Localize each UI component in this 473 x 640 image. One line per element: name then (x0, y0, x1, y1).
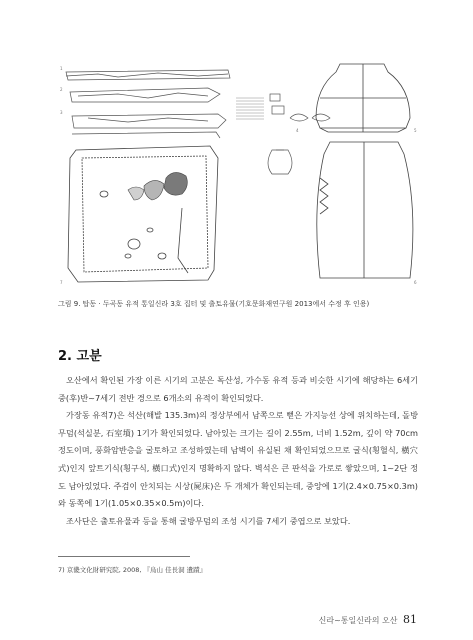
hearth-feature (128, 172, 187, 200)
vessel-mid (268, 150, 292, 174)
legend-lines (236, 98, 264, 119)
section-profiles (66, 70, 230, 138)
svg-text:6: 6 (414, 280, 417, 285)
figure-numbers (60, 128, 417, 285)
site-figure (58, 58, 422, 290)
running-title: 신라~통일신라의 오산 (318, 616, 398, 625)
paragraph: 가장동 유적7)은 석산(해발 135.3m)의 정상부에서 남쪽으로 뻗은 가지능선 상에 위치하는데, 돌방무덤(석실분, 石室墳) 1기가 확인되었다. 남아있는 크기는 길이 2.55m, 너비 1.52m, 깊이 약 70cm 정도이며, 풍화암반층을 굴토하고 조성하였는데 남벽이 유실된 채 확인되었으므로 굴식(횡혈식, 橫穴式)인지 앞트기식(횡구식, 橫口式)인지 명확하지 않다. 벽석은 큰 판석을 가로로 쌓았으며, 1~2단 정도 남아있었다. 주검이 안치되는 시상(屍床)은 두 개체가 확인되는데, 중앙에 1기(2.4×0.75×0.3m)와 동쪽에 1기(1.05×0.35×0.5m)이다. (58, 410, 418, 509)
svg-text:5: 5 (414, 128, 417, 133)
paragraph: 조사단은 출토유물과 등을 통해 굴방무덤의 조성 시기를 7세기 중엽으로 보았다. (66, 515, 351, 526)
svg-text:1: 1 (60, 66, 63, 71)
svg-text:3: 3 (60, 110, 63, 115)
page-footer (319, 613, 417, 626)
section-title: 2. 고분 (58, 349, 102, 364)
house-plan (68, 146, 218, 282)
paragraph: 오산에서 확인된 가장 이른 시기의 고분은 독산성, 가수동 유적 등과 비슷한 시기에 해당하는 6세기 중(후)반~7세기 전반 경으로 6개소의 유적이 확인되었다. (58, 375, 418, 403)
svg-text:4: 4 (296, 128, 299, 133)
body-text (58, 372, 418, 530)
footnote: 7) 京畿文化財研究院, 2008, 『烏山 佳長洞 遺蹟』 (58, 566, 207, 574)
footnote-divider (58, 556, 190, 557)
page-number: 81 (403, 613, 417, 626)
storage-jar-top (316, 64, 410, 132)
excavation-drawing (58, 58, 422, 290)
svg-text:2: 2 (60, 87, 63, 92)
section-labels (60, 66, 63, 115)
svg-text:7: 7 (60, 280, 63, 285)
figure-caption: 그림 9. 탑동 · 두곡동 유적 통일신라 3호 집터 및 출토유물(기호문화재연구원 2013에서 수정 후 인용) (58, 300, 370, 308)
storage-jar-bottom (317, 142, 413, 278)
